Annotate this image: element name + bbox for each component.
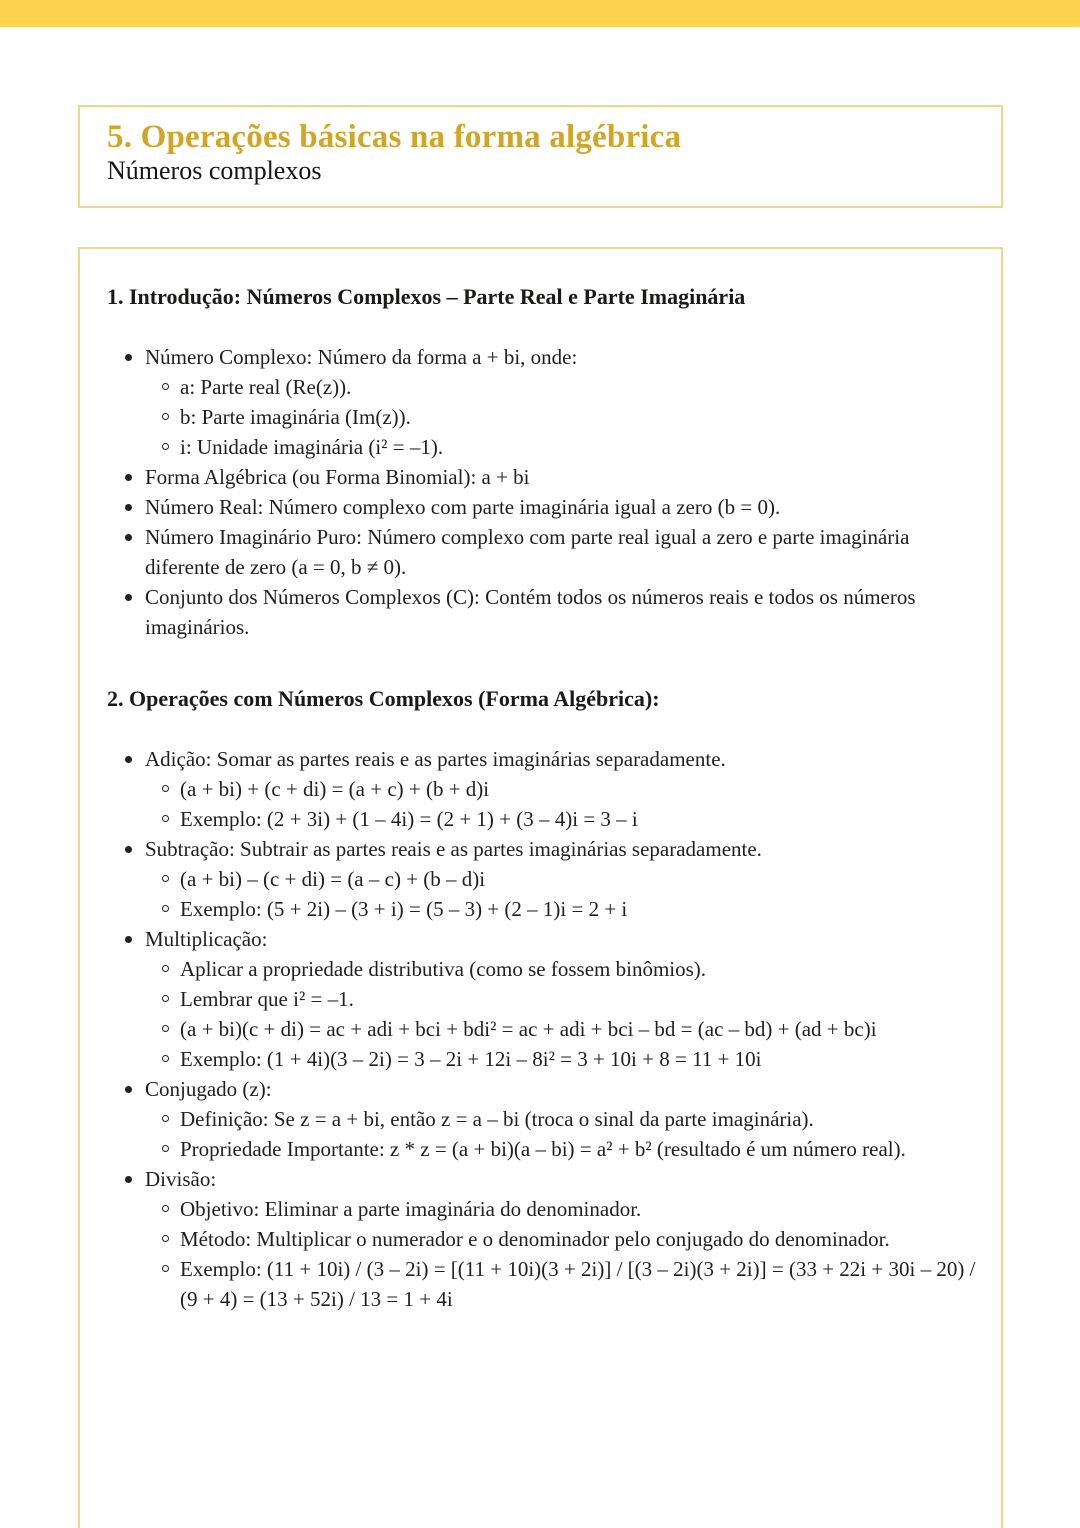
sub-list-item bbox=[80, 1194, 1001, 1224]
sub-list-item-text: Lembrar que i² = –1. bbox=[180, 987, 354, 1011]
list-item-text: Forma Algébrica (ou Forma Binomial): a + bi bbox=[145, 465, 530, 489]
sub-list-item bbox=[80, 894, 1001, 924]
page-title: 5. Operações básicas na forma algébrica bbox=[107, 119, 682, 155]
sub-list-item-text: (a + bi) – (c + di) = (a – c) + (b – d)i bbox=[180, 867, 486, 891]
sub-list-item-text: Exemplo: (2 + 3i) + (1 – 4i) = (2 + 1) + (3 – 4)i = 3 – i bbox=[180, 807, 638, 831]
list-item-text: Divisão: bbox=[145, 1167, 217, 1191]
sub-list-item bbox=[80, 804, 1001, 834]
sub-list-item bbox=[80, 1254, 1001, 1314]
list-item-text: Conjugado (z): bbox=[145, 1077, 272, 1101]
sub-list-item-text: Propriedade Importante: z * z = (a + bi)(a – bi) = a² + b² (resultado é um número real). bbox=[180, 1137, 906, 1161]
list-item-text: Subtração: Subtrair as partes reais e as partes imaginárias separadamente. bbox=[145, 837, 762, 861]
sub-list-item-text: (a + bi) + (c + di) = (a + c) + (b + d)i bbox=[180, 777, 490, 801]
sub-list-item bbox=[80, 864, 1001, 894]
sub-list-item bbox=[80, 954, 1001, 984]
title-box bbox=[78, 105, 1003, 208]
sub-list-item bbox=[80, 402, 1001, 432]
sub-list-item bbox=[80, 1104, 1001, 1134]
list-item-text: Conjunto dos Números Complexos (C): Contém todos os números reais e todos os números imaginários. bbox=[145, 585, 916, 639]
list-item bbox=[80, 1074, 1001, 1104]
section-heading: 2. Operações com Números Complexos (Forma Algébrica): bbox=[107, 686, 660, 711]
sub-list-item-text: Definição: Se z = a + bi, então z = a – bi (troca o sinal da parte imaginária). bbox=[180, 1107, 814, 1131]
list-item-text: Número Complexo: Número da forma a + bi, onde: bbox=[145, 345, 578, 369]
section bbox=[80, 684, 1001, 1314]
sub-list-item bbox=[80, 984, 1001, 1014]
list-item bbox=[80, 924, 1001, 954]
list-item-text: Adição: Somar as partes reais e as partes imaginárias separadamente. bbox=[145, 747, 726, 771]
list-item bbox=[80, 342, 1001, 372]
section bbox=[80, 282, 1001, 642]
list-item-text: Número Real: Número complexo com parte imaginária igual a zero (b = 0). bbox=[145, 495, 781, 519]
sub-list-item-text: Exemplo: (1 + 4i)(3 – 2i) = 3 – 2i + 12i – 8i² = 3 + 10i + 8 = 11 + 10i bbox=[180, 1047, 762, 1071]
bullet-list bbox=[80, 744, 1001, 1314]
sub-list-item-text: Aplicar a propriedade distributiva (como se fossem binômios). bbox=[180, 957, 707, 981]
list-item bbox=[80, 582, 1001, 642]
sub-list-item-text: (a + bi)(c + di) = ac + adi + bci + bdi² = ac + adi + bci – bd = (ac – bd) + (ad + bc)i bbox=[180, 1017, 877, 1041]
sub-list-item bbox=[80, 1224, 1001, 1254]
sub-list-item bbox=[80, 432, 1001, 462]
sub-list-item bbox=[80, 1044, 1001, 1074]
sub-list-item bbox=[80, 372, 1001, 402]
section-heading: 1. Introdução: Números Complexos – Parte Real e Parte Imaginária bbox=[107, 284, 746, 309]
content-box bbox=[78, 247, 1003, 1528]
sub-list-item-text: Exemplo: (5 + 2i) – (3 + i) = (5 – 3) + (2 – 1)i = 2 + i bbox=[180, 897, 628, 921]
list-item bbox=[80, 1164, 1001, 1194]
list-item-text: Número Imaginário Puro: Número complexo com parte real igual a zero e parte imaginária diferente de zero (a = 0, b ≠ 0). bbox=[145, 525, 910, 579]
sub-list-item-text: i: Unidade imaginária (i² = –1). bbox=[180, 435, 444, 459]
sub-list-item-text: Exemplo: (11 + 10i) / (3 – 2i) = [(11 + 10i)(3 + 2i)] / [(3 – 2i)(3 + 2i)] = (33 + 22i + 30i – 20) / (9 + 4) = (13 + 52i) / 13 = 1 + 4i bbox=[180, 1257, 976, 1311]
list-item bbox=[80, 834, 1001, 864]
list-item-text: Multiplicação: bbox=[145, 927, 268, 951]
bullet-list bbox=[80, 342, 1001, 642]
list-item bbox=[80, 522, 1001, 582]
list-item bbox=[80, 462, 1001, 492]
sub-list-item-text: a: Parte real (Re(z)). bbox=[180, 375, 352, 399]
page-accent-bar bbox=[0, 0, 1080, 27]
sub-list-item-text: Objetivo: Eliminar a parte imaginária do denominador. bbox=[180, 1197, 642, 1221]
sub-list-item bbox=[80, 1014, 1001, 1044]
sub-list-item-text: Método: Multiplicar o numerador e o denominador pelo conjugado do denominador. bbox=[180, 1227, 890, 1251]
sub-list-item-text: b: Parte imaginária (Im(z)). bbox=[180, 405, 411, 429]
sub-list-item bbox=[80, 1134, 1001, 1164]
list-item bbox=[80, 744, 1001, 774]
page-subtitle: Números complexos bbox=[107, 156, 322, 185]
sub-list-item bbox=[80, 774, 1001, 804]
list-item bbox=[80, 492, 1001, 522]
